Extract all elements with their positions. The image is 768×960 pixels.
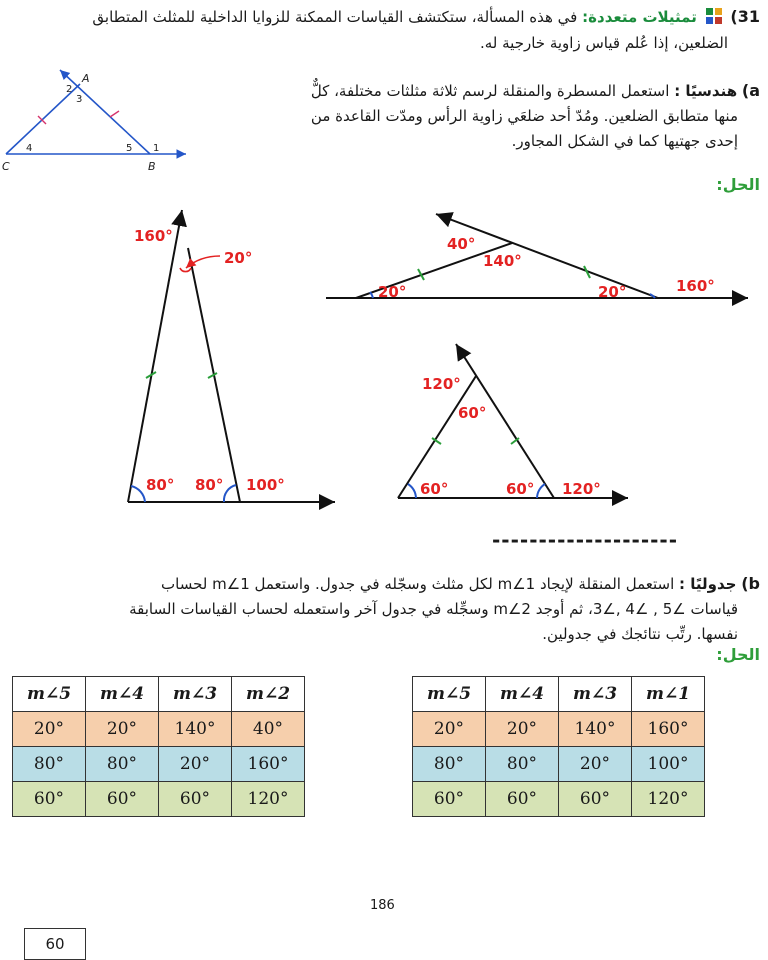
- ref-angle-1: 1: [153, 143, 160, 154]
- ref-angle-3: 3: [76, 94, 83, 105]
- table-left: [12, 676, 305, 817]
- table-right-header: m∠3: [559, 677, 632, 712]
- table-row: 80° 80° 20° 160°: [13, 747, 305, 782]
- part-a-line1: a) هندسيًا : استعمل المسطرة والمنقلة لرسم ثلاثة مثلثات مختلفة، كلٌّ: [310, 81, 760, 100]
- table-left-header: m∠2: [232, 677, 305, 712]
- part-a-line2: منها متطابق الضلعين. ومُدّ أحد ضلعَي زاوية الرأس ومدّت القاعدة من: [310, 107, 738, 125]
- problem-intro-line2: الضلعين، إذا عُلم قياس زاوية خارجية له.: [479, 34, 728, 52]
- wide-exterior-base: 160°: [676, 277, 715, 295]
- ref-point-b: B: [148, 160, 156, 173]
- equi-right-base: 60°: [506, 480, 535, 498]
- dashed-divider: --------------------: [492, 528, 679, 552]
- solution-label-a: الحل:: [716, 175, 760, 194]
- problem-number: 31): [730, 7, 760, 26]
- wide-apex-exterior: 40°: [447, 235, 476, 253]
- equi-exterior-base: 120°: [562, 480, 601, 498]
- part-b-line3: نفسها. رتِّب نتائجك في جدولين.: [542, 625, 738, 643]
- tall-right-base: 80°: [195, 476, 224, 494]
- table-left-header: m∠3: [159, 677, 232, 712]
- problem-title: تمثيلات متعددة:: [582, 8, 697, 26]
- equilateral-triangle: [398, 344, 628, 498]
- tall-apex-exterior: 160°: [134, 227, 173, 245]
- wide-left-base: 20°: [378, 283, 407, 301]
- tall-isosceles-triangle: [128, 210, 335, 502]
- wide-isosceles-triangle: [326, 214, 748, 301]
- ref-angle-2: 2: [66, 84, 73, 95]
- page-number: 186: [370, 898, 395, 913]
- solution-figures: [0, 196, 768, 526]
- table-right-header: m∠1: [632, 677, 705, 712]
- solution-label-b: الحل:: [716, 645, 760, 664]
- table-row: 80° 80° 20° 100°: [413, 747, 705, 782]
- part-b-title: جدوليًا :: [679, 575, 737, 593]
- wide-apex: 140°: [483, 252, 522, 270]
- table-right-header: m∠5: [413, 677, 486, 712]
- part-b-line1: b) جدوليًا : استعمل المنقلة لإيجاد m∠1 لكل مثلث وسجّله في جدول. واستعمل m∠1 لحساب: [161, 574, 760, 593]
- table-row: 20° 20° 140° 160°: [413, 712, 705, 747]
- tall-apex: 20°: [224, 249, 253, 267]
- part-b-line2: قياسات ∠5 , ∠4 ,∠3، ثم أوجد m∠2 وسجِّله في جدول آخر واستعمله لحساب القياسات السابقة: [129, 600, 738, 618]
- part-a-label: a): [741, 81, 760, 100]
- tall-left-base: 80°: [146, 476, 175, 494]
- table-right: [412, 676, 705, 817]
- ref-point-a: A: [82, 72, 90, 85]
- part-b-label: b): [741, 574, 760, 593]
- wide-right-base: 20°: [598, 283, 627, 301]
- table-row: 20° 20° 140° 40°: [13, 712, 305, 747]
- problem-intro-line1: في هذه المسألة، ستكتشف القياسات الممكنة للزوايا الداخلية للمثلث المتطابق: [92, 8, 578, 26]
- table-left-header: m∠4: [86, 677, 159, 712]
- box-number: 60: [24, 928, 86, 960]
- table-left-header: m∠5: [13, 677, 86, 712]
- part-b-text: [5, 571, 760, 647]
- part-a-title: هندسيًا :: [674, 82, 738, 100]
- equi-left-base: 60°: [420, 480, 449, 498]
- part-a-text: [200, 78, 760, 154]
- tall-exterior-base: 100°: [246, 476, 285, 494]
- ref-point-c: C: [2, 160, 10, 173]
- multiple-representations-icon: [706, 8, 722, 24]
- ref-angle-4: 4: [26, 143, 33, 154]
- equi-apex: 60°: [458, 404, 487, 422]
- ref-angle-5: 5: [126, 143, 133, 154]
- part-a-line3: إحدى جهتيها كما في الشكل المجاور.: [511, 132, 738, 150]
- table-row: 60° 60° 60° 120°: [13, 782, 305, 817]
- table-row: 60° 60° 60° 120°: [413, 782, 705, 817]
- problem-intro: [5, 4, 760, 30]
- equi-apex-exterior: 120°: [422, 375, 461, 393]
- reference-triangle-figure: [0, 62, 195, 180]
- table-right-header: m∠4: [486, 677, 559, 712]
